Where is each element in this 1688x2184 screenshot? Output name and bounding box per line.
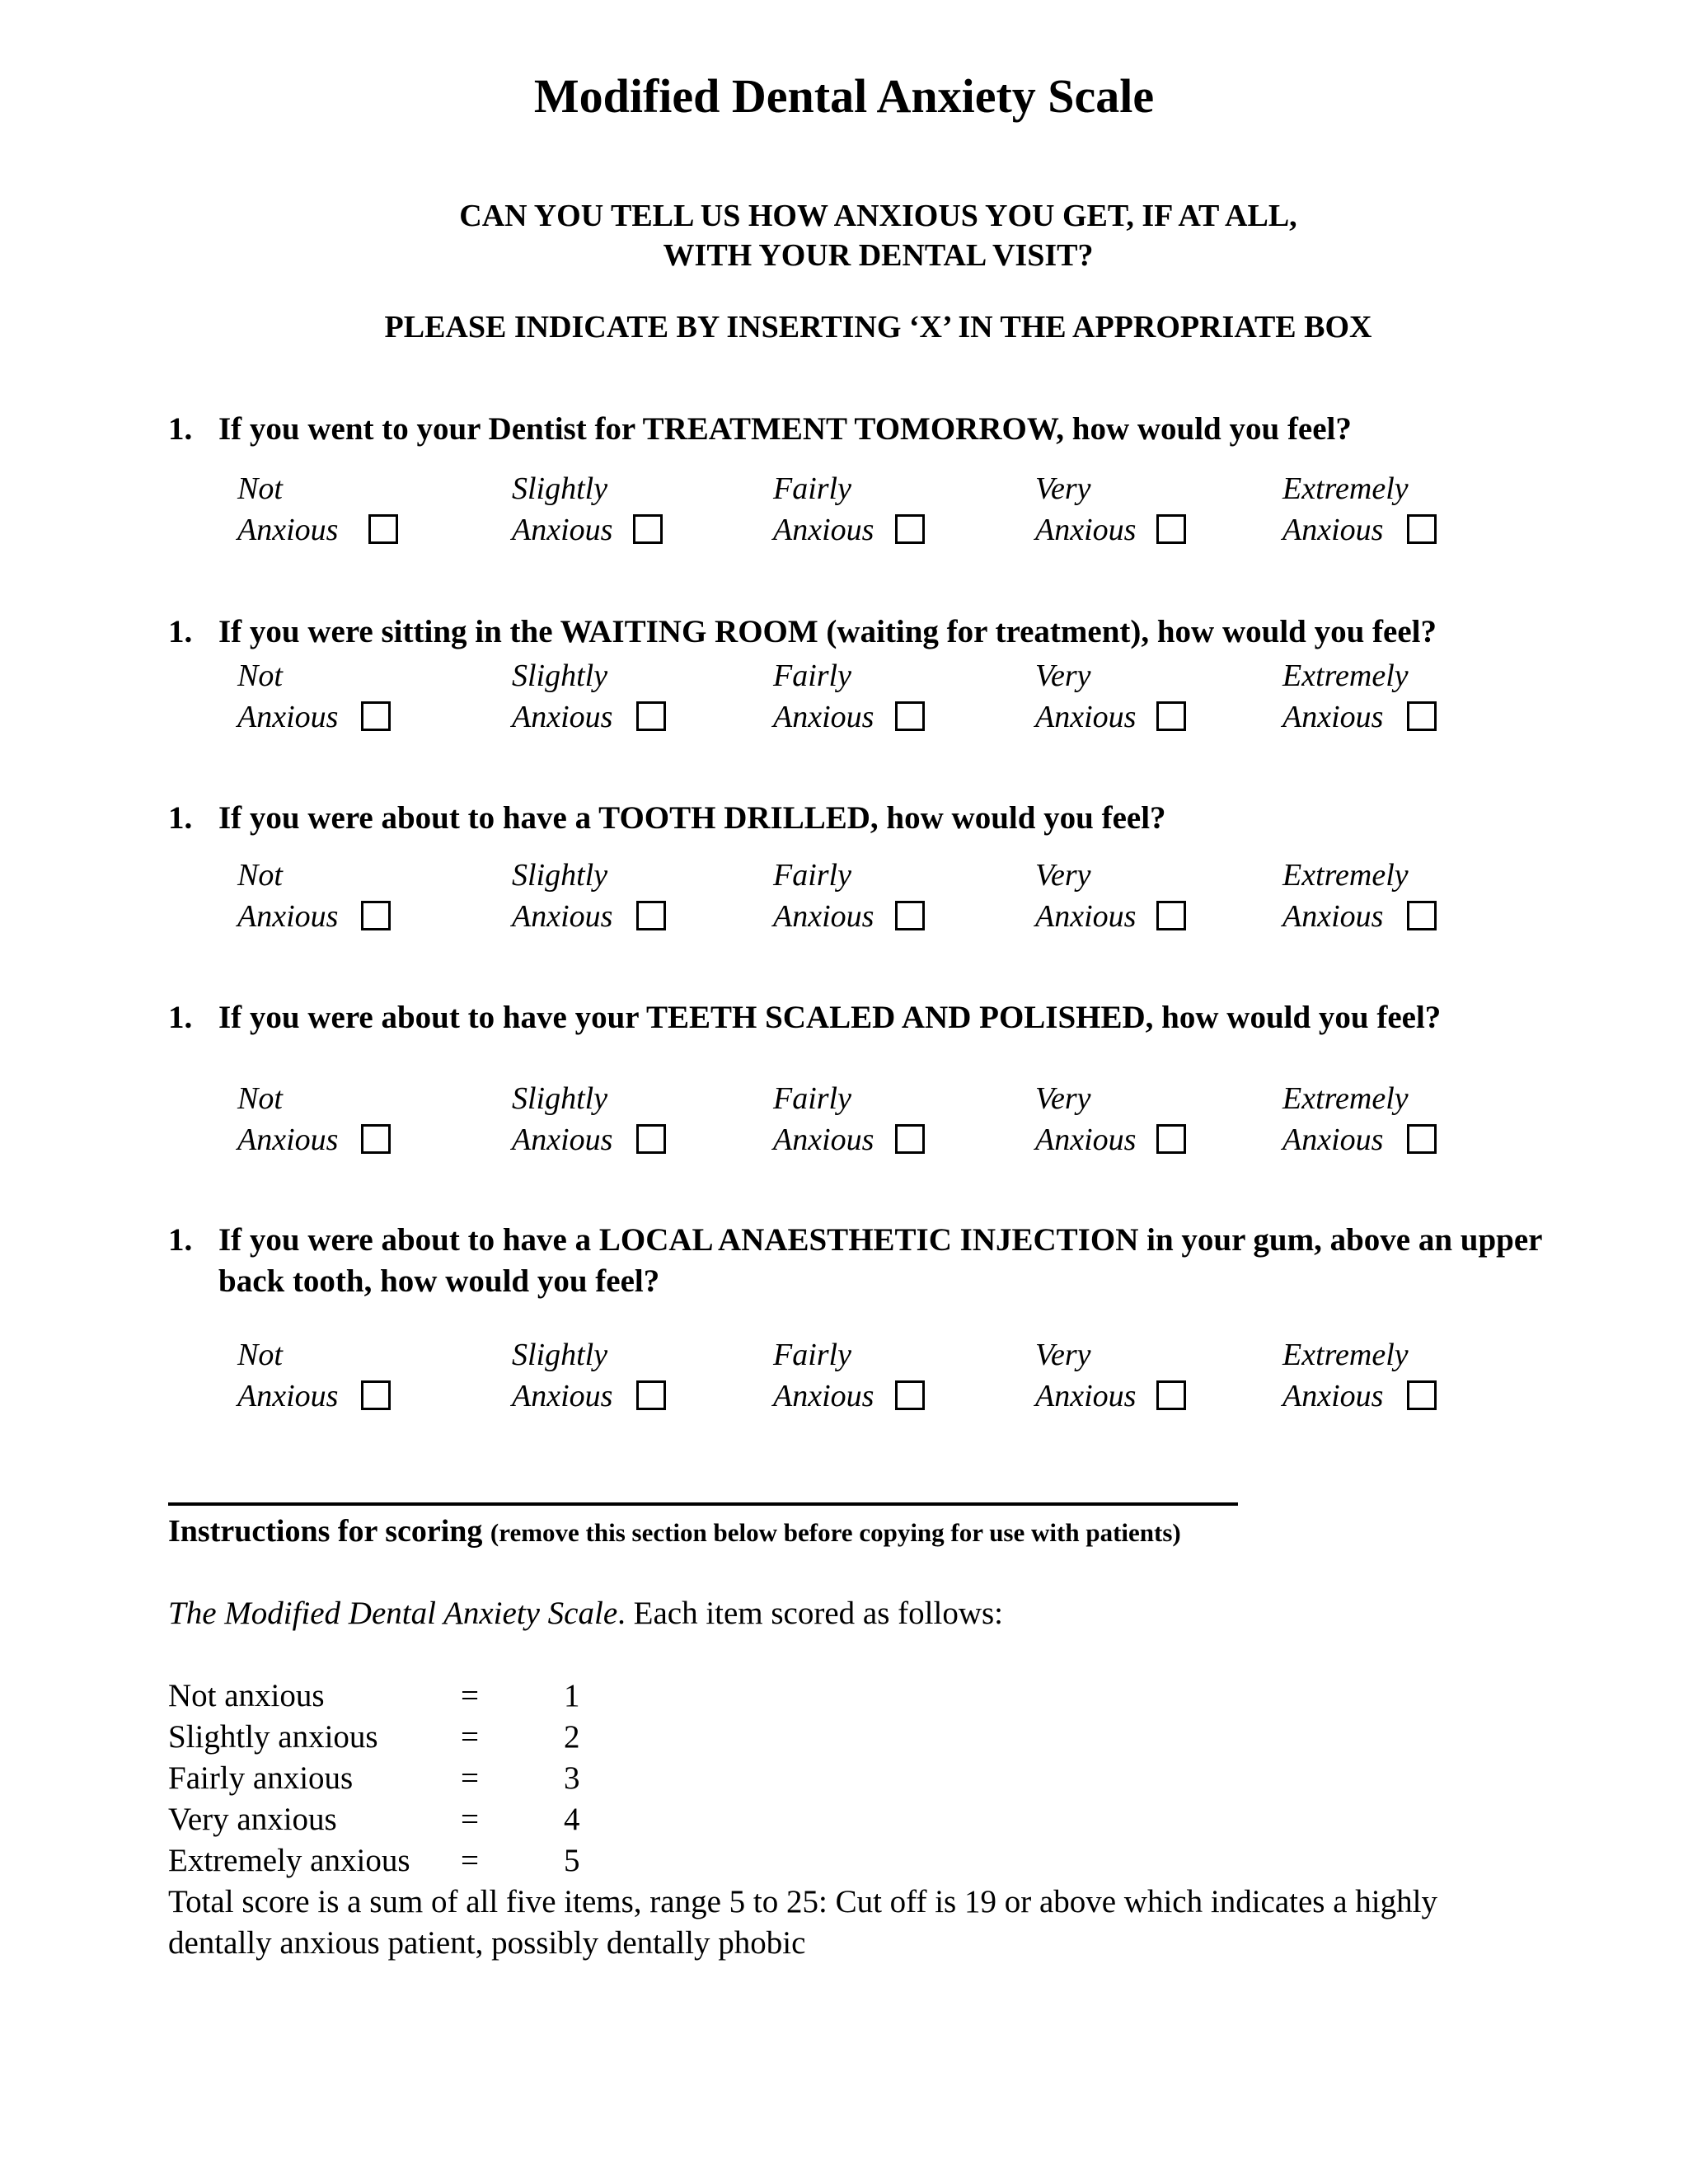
section-divider: [168, 1502, 1238, 1506]
intro-line-2: WITH YOUR DENTAL VISIT?: [663, 238, 1094, 273]
option-slightly-anxious: Slightly Anxious: [512, 1081, 613, 1157]
option-very-anxious: Very Anxious: [1035, 1338, 1137, 1413]
checkbox-not-anxious[interactable]: [361, 701, 391, 731]
checkbox-extremely-anxious[interactable]: [1407, 701, 1437, 731]
checkbox-extremely-anxious[interactable]: [1407, 514, 1437, 544]
checkbox-extremely-anxious[interactable]: [1407, 1124, 1437, 1154]
intro-line-1: CAN YOU TELL US HOW ANXIOUS YOU GET, IF AT ALL,: [459, 199, 1297, 233]
checkbox-slightly-anxious[interactable]: [636, 701, 666, 731]
checkbox-fairly-anxious[interactable]: [895, 701, 925, 731]
question-text: If you were about to have your TEETH SCALED AND POLISHED, how would you feel?: [218, 1000, 1442, 1035]
option-extremely-anxious: Extremely Anxious: [1282, 1081, 1409, 1157]
option-extremely-anxious: Extremely Anxious: [1282, 658, 1409, 734]
score-row: Slightly anxious = 2: [168, 1719, 580, 1755]
option-extremely-anxious: Extremely Anxious: [1282, 1338, 1409, 1413]
score-row: Not anxious = 1: [168, 1678, 580, 1713]
option-not-anxious: Not Anxious: [237, 658, 339, 734]
checkbox-slightly-anxious[interactable]: [636, 1124, 666, 1154]
checkbox-slightly-anxious[interactable]: [636, 1380, 666, 1410]
question-text: If you were about to have a LOCAL ANAESTHETIC INJECTION in your gum, above an upper back tooth, how would you feel?: [218, 1222, 1542, 1299]
question-number: 1.: [168, 1222, 193, 1258]
option-extremely-anxious: Extremely Anxious: [1282, 858, 1409, 934]
checkbox-not-anxious[interactable]: [368, 514, 398, 544]
option-fairly-anxious: Fairly Anxious: [773, 471, 874, 547]
option-fairly-anxious: Fairly Anxious: [773, 858, 874, 934]
option-very-anxious: Very Anxious: [1035, 1081, 1137, 1157]
checkbox-slightly-anxious[interactable]: [633, 514, 663, 544]
scale-suffix: . Each item scored as follows:: [617, 1596, 1003, 1631]
question-5-options: [0, 1334, 1688, 1417]
option-not-anxious: Not Anxious: [237, 1081, 339, 1157]
question-2: [168, 612, 1602, 653]
option-fairly-anxious: Fairly Anxious: [773, 1081, 874, 1157]
scale-description: [168, 1593, 1003, 1634]
checkbox-extremely-anxious[interactable]: [1407, 901, 1437, 930]
option-very-anxious: Very Anxious: [1035, 858, 1137, 934]
checkbox-slightly-anxious[interactable]: [636, 901, 666, 930]
question-4-options: [0, 1078, 1688, 1160]
total-score-line-2: dentally anxious patient, possibly dentally phobic: [168, 1925, 806, 1961]
question-text: If you were sitting in the WAITING ROOM (waiting for treatment), how would you feel?: [218, 614, 1437, 649]
question-2-options: [0, 655, 1688, 738]
checkbox-not-anxious[interactable]: [361, 1380, 391, 1410]
question-5: [168, 1220, 1602, 1302]
option-extremely-anxious: Extremely Anxious: [1282, 471, 1409, 547]
checkbox-fairly-anxious[interactable]: [895, 514, 925, 544]
checkbox-fairly-anxious[interactable]: [895, 1380, 925, 1410]
checkbox-very-anxious[interactable]: [1156, 701, 1186, 731]
question-3: [168, 798, 1602, 839]
checkbox-very-anxious[interactable]: [1156, 1380, 1186, 1410]
score-row: Fairly anxious = 3: [168, 1760, 580, 1796]
question-number: 1.: [168, 411, 193, 447]
checkbox-fairly-anxious[interactable]: [895, 901, 925, 930]
score-row: Extremely anxious = 5: [168, 1843, 580, 1878]
option-not-anxious: Not Anxious: [237, 858, 339, 934]
question-text: If you went to your Dentist for TREATMENT TOMORROW, how would you feel?: [218, 411, 1352, 447]
scale-name: The Modified Dental Anxiety Scale: [168, 1596, 618, 1631]
page-title: Modified Dental Anxiety Scale: [533, 69, 1155, 123]
intro-instruction: PLEASE INDICATE BY INSERTING ‘X’ IN THE APPROPRIATE BOX: [384, 310, 1372, 344]
checkbox-extremely-anxious[interactable]: [1407, 1380, 1437, 1410]
scoring-heading: [168, 1511, 1181, 1554]
total-score-line-1: Total score is a sum of all five items, range 5 to 25: Cut off is 19 or above which indicates a highly: [168, 1884, 1437, 1919]
scoring-note: (remove this section below before copying for use with patients): [490, 1518, 1181, 1547]
question-4: [168, 997, 1602, 1038]
option-very-anxious: Very Anxious: [1035, 471, 1137, 547]
score-row: Very anxious = 4: [168, 1802, 580, 1837]
checkbox-fairly-anxious[interactable]: [895, 1124, 925, 1154]
option-not-anxious: Not Anxious: [237, 471, 339, 547]
option-fairly-anxious: Fairly Anxious: [773, 658, 874, 734]
question-number: 1.: [168, 800, 193, 836]
option-very-anxious: Very Anxious: [1035, 658, 1137, 734]
option-slightly-anxious: Slightly Anxious: [512, 471, 613, 547]
option-fairly-anxious: Fairly Anxious: [773, 1338, 874, 1413]
question-number: 1.: [168, 1000, 193, 1035]
option-slightly-anxious: Slightly Anxious: [512, 858, 613, 934]
option-slightly-anxious: Slightly Anxious: [512, 658, 613, 734]
checkbox-very-anxious[interactable]: [1156, 1124, 1186, 1154]
checkbox-very-anxious[interactable]: [1156, 901, 1186, 930]
checkbox-not-anxious[interactable]: [361, 901, 391, 930]
question-text: If you were about to have a TOOTH DRILLED, how would you feel?: [218, 800, 1166, 836]
checkbox-not-anxious[interactable]: [361, 1124, 391, 1154]
scoring-heading-text: Instructions for scoring: [168, 1514, 483, 1549]
question-number: 1.: [168, 614, 193, 649]
option-not-anxious: Not Anxious: [237, 1338, 339, 1413]
question-1: [168, 409, 1602, 450]
option-slightly-anxious: Slightly Anxious: [512, 1338, 613, 1413]
question-3-options: [0, 855, 1688, 937]
question-1-options: [0, 468, 1688, 551]
checkbox-very-anxious[interactable]: [1156, 514, 1186, 544]
